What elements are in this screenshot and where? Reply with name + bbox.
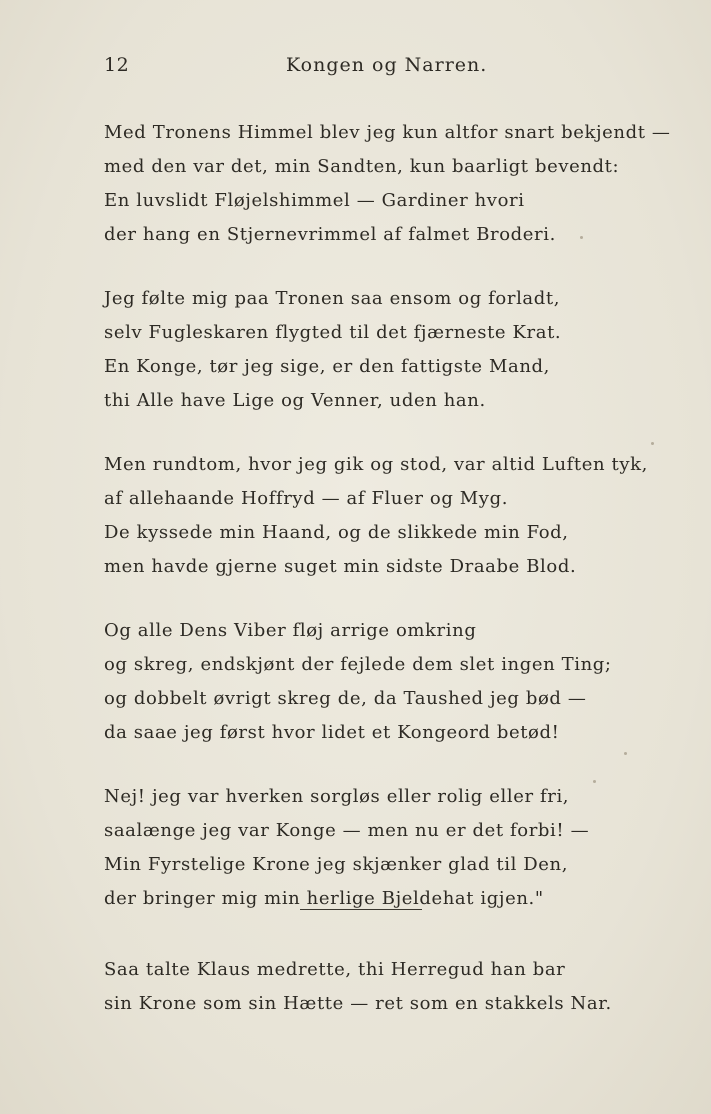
- verse-line: med den var det, min Sandten, kun baarligt bevendt:: [104, 156, 620, 177]
- page-number: 12: [104, 54, 130, 76]
- running-title: Kongen og Narren.: [286, 54, 488, 76]
- paper-speck: [580, 236, 583, 239]
- poem-body: [104, 116, 671, 946]
- stanza-5: [104, 780, 664, 916]
- verse-line: Og alle Dens Viber fløj arrige omkring: [104, 620, 477, 641]
- stanza-4: [104, 614, 664, 750]
- paper-speck: [651, 442, 654, 445]
- verse-line: af allehaande Hoffryd — af Fluer og Myg.: [104, 488, 509, 509]
- section-divider: [300, 909, 422, 910]
- verse-line: men havde gjerne suget min sidste Draabe Blod.: [104, 556, 577, 577]
- verse-line: Min Fyrstelige Krone jeg skjænker glad til Den,: [104, 854, 569, 875]
- verse-line: der bringer mig min herlige Bjeldehat igjen.": [104, 888, 544, 909]
- verse-line: da saae jeg først hvor lidet et Kongeord betød!: [104, 722, 560, 743]
- closing-stanza: [104, 953, 664, 1021]
- verse-line: thi Alle have Lige og Venner, uden han.: [104, 390, 486, 411]
- verse-line: En luvslidt Fløjelshimmel — Gardiner hvori: [104, 190, 525, 211]
- page-header: [0, 54, 711, 80]
- verse-line: En Konge, tør jeg sige, er den fattigste Mand,: [104, 356, 551, 377]
- verse-line: selv Fugleskaren flygted til det fjærneste Krat.: [104, 322, 562, 343]
- verse-line: og skreg, endskjønt der fejlede dem slet ingen Ting;: [104, 654, 612, 675]
- stanza-3: [104, 448, 664, 584]
- verse-line: saalænge jeg var Konge — men nu er det forbi! —: [104, 820, 590, 841]
- verse-line: sin Krone som sin Hætte — ret som en stakkels Nar.: [104, 993, 612, 1014]
- paper-speck: [593, 780, 596, 783]
- verse-line: Men rundtom, hvor jeg gik og stod, var altid Luften tyk,: [104, 454, 648, 475]
- stanza-2: [104, 282, 664, 418]
- paper-speck: [624, 752, 627, 755]
- stanza-1: [104, 116, 671, 252]
- verse-line: Jeg følte mig paa Tronen saa ensom og forladt,: [104, 288, 561, 309]
- verse-line: Nej! jeg var hverken sorgløs eller rolig eller fri,: [104, 786, 570, 807]
- verse-line: De kyssede min Haand, og de slikkede min Fod,: [104, 522, 569, 543]
- verse-line: Saa talte Klaus medrette, thi Herregud han bar: [104, 959, 566, 980]
- verse-line: og dobbelt øvrigt skreg de, da Taushed jeg bød —: [104, 688, 587, 709]
- verse-line: Med Tronens Himmel blev jeg kun altfor snart bekjendt —: [104, 122, 671, 143]
- verse-line: der hang en Stjernevrimmel af falmet Broderi.: [104, 224, 556, 245]
